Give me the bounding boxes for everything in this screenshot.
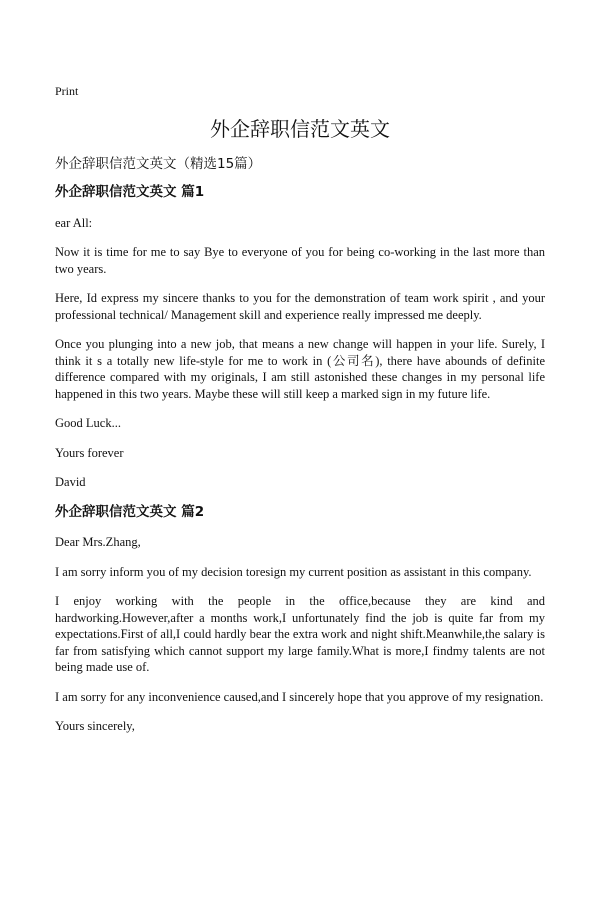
letter-paragraph: Once you plunging into a new job, that means a new change will happen in your life. Surely, I think it s a totally new life-style for me to work in (公司名), there have abounds of definite difference compared with my originals, I am still astonished these changes in my personal life happened in this two years. Maybe these will still keep a marked sign in my future life.: [55, 337, 545, 401]
section-heading-1: 外企辞职信范文英文 篇1: [55, 184, 205, 200]
letter-paragraph: I am sorry inform you of my decision toresign my current position as assistant in this company.: [55, 564, 532, 579]
letter-paragraph: Now it is time for me to say Bye to everyone of you for being co-working in the last more than two years.: [55, 245, 545, 276]
letter-closing: Good Luck...: [55, 416, 121, 430]
page-title: 外企辞职信范文英文: [210, 117, 390, 141]
letter-paragraph: I am sorry for any inconvenience caused,and I sincerely hope that you approve of my resignation.: [55, 689, 544, 704]
section-heading-2: 外企辞职信范文英文 篇2: [55, 503, 205, 520]
document-body: [55, 184, 545, 748]
letter-signoff: Yours sincerely,: [55, 719, 135, 733]
letter-salutation: ear All:: [55, 215, 93, 230]
letter-paragraph: Here, Id express my sincere thanks to you for the demonstration of team work spirit , and your professional technical/ Management skill and experience really impressed me deeply.: [55, 291, 545, 322]
page-subtitle: 外企辞职信范文英文（精选15篇）: [55, 156, 262, 172]
letter-paragraph: I enjoy working with the people in the office,because they are kind and hardworking.However,after a months work,I unfortunately find the job is quite far from my expectations.First of all,I could hardly bear the extra work and night shift.Meanwhile,the salary is far from satisfying which cannot support my large family.What is more,I findmy talents are not being made use of.: [55, 594, 545, 674]
letter-signoff: Yours forever: [55, 445, 124, 460]
letter-signature: David: [55, 475, 86, 489]
letter-salutation: Dear Mrs.Zhang,: [55, 535, 141, 549]
print-link[interactable]: Print: [55, 84, 79, 98]
